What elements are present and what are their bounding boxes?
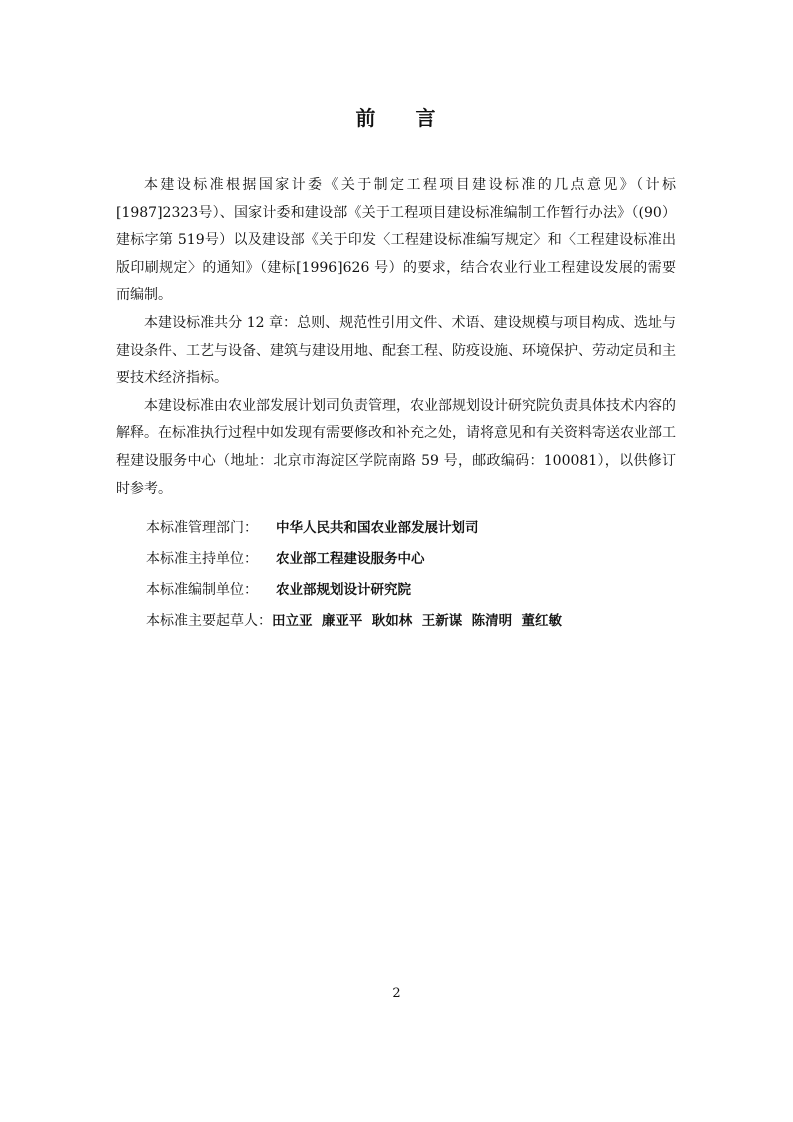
standard-info — [116, 514, 676, 638]
info-value-compile: 农业部规划设计研究院 — [276, 582, 411, 598]
info-value-management: 中华人民共和国农业部发展计划司 — [276, 520, 479, 536]
page-title — [0, 104, 793, 132]
info-label-drafters: 本标准主要起草人： — [146, 613, 272, 629]
info-label-compile: 本标准编制单位： — [146, 582, 258, 598]
info-value-drafters: 田立亚 廉亚平 耿如林 王新谋 陈清明 董红敏 — [272, 613, 562, 629]
page-number: 2 — [392, 986, 401, 1001]
info-value-host: 农业部工程建设服务中心 — [276, 551, 425, 567]
info-row-host — [116, 545, 676, 576]
info-row-management — [116, 514, 676, 545]
paragraph-basis: 本建设标准根据国家计委《关于制定工程项目建设标准的几点意见》（计标[1987]2323号）、国家计委和建设部《关于工程项目建设标准编制工作暂行办法》（(90）建标字第 519号）以及建设部《关于印发〈工程建设标准编写规定〉和〈工程建设标准出版印刷规定〉的通知》（建标[1996]626 号）的要求，结合农业行业工程建设发展的需要而编制。 — [116, 177, 676, 304]
paragraph-chapters: 本建设标准共分 12 章：总则、规范性引用文件、术语、建设规模与项目构成、选址与建设条件、工艺与设备、建筑与建设用地、配套工程、防疫设施、环境保护、劳动定员和主要技术经济指标。 — [116, 314, 676, 387]
preface-body — [116, 172, 676, 503]
info-label-host: 本标准主持单位： — [146, 551, 258, 567]
info-row-compile — [116, 576, 676, 607]
page-title-char-1: 前 — [355, 106, 378, 130]
paragraph-management: 本建设标准由农业部发展计划司负责管理，农业部规划设计研究院负责具体技术内容的解释。在标准执行过程中如发现有需要修改和补充之处，请将意见和有关资料寄送农业部工程建设服务中心（地址：北京市海淀区学院南路 59 号，邮政编码：100081），以供修订时参考。 — [116, 397, 676, 497]
page-title-char-2: 言 — [415, 106, 438, 130]
info-label-management: 本标准管理部门： — [146, 520, 258, 536]
info-row-drafters — [116, 607, 676, 638]
